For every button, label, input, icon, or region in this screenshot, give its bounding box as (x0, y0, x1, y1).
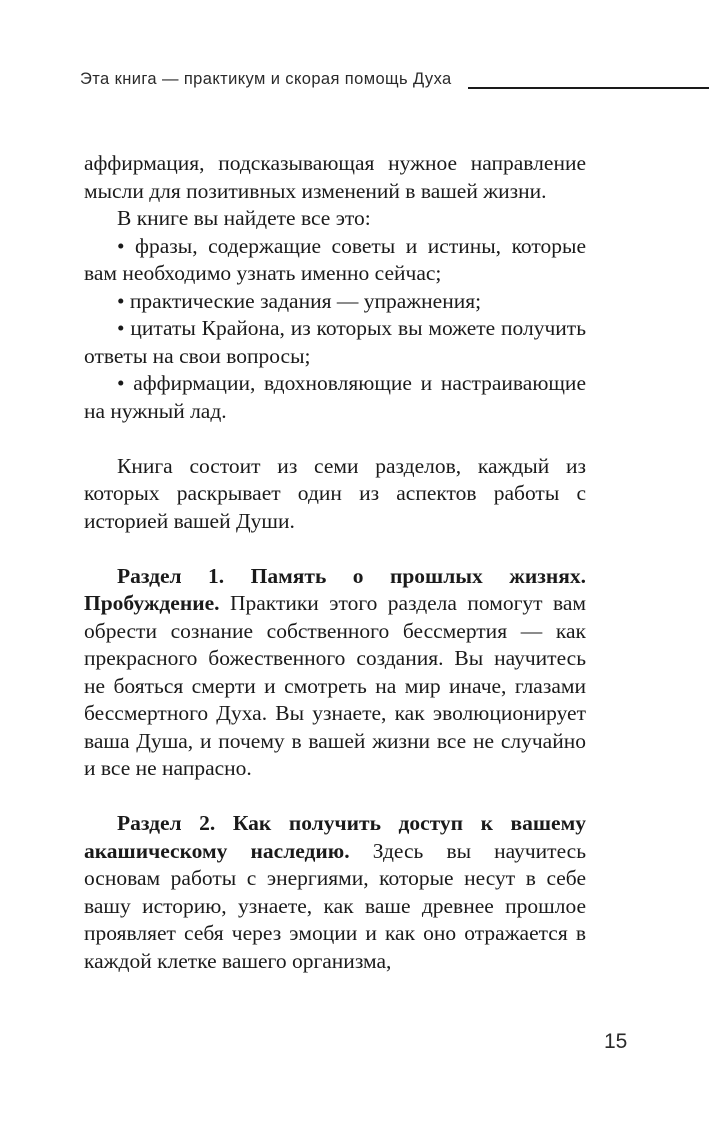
header-rule (468, 87, 709, 89)
running-head: Эта книга — практикум и скорая помощь Духа (80, 70, 452, 88)
bullet-item: • цитаты Крайона, из которых вы можете получить ответы на свои вопросы; (84, 316, 586, 368)
paragraph-find: В книге вы найдете все это: (117, 206, 371, 230)
paragraph-intro: аффирмация, подсказывающая нужное направление мысли для позитивных изменений в вашей жизни. (84, 151, 586, 203)
bullet-item: • аффирмации, вдохновляющие и настраивающие на нужный лад. (84, 371, 586, 423)
page-number: 15 (604, 1030, 628, 1053)
page-body (84, 150, 586, 975)
bullet-item: • практические задания — упражнения; (117, 288, 482, 313)
section-1-text: Практики этого раздела помогут вам обрести сознание собственного бессмертия — как прекрасного божественного создания. Вы научитесь не бояться смерти и смотреть на мир иначе, глазами бессмертного Духа. Вы узнаете, как эволюционирует ваша Душа, и почему в вашей жизни все не случайно и все не напрасно. (84, 591, 586, 780)
section-1-paragraph (84, 563, 586, 783)
section-2-text: Здесь вы научитесь основам работы с энергиями, которые несут в себе вашу историю, узнаете, как ваше древнее прошлое проявляет себя через эмоции и как оно отражается в каждой клетке вашего организма, (84, 838, 587, 973)
paragraph-structure: Книга состоит из семи разделов, каждый из которых раскрывает один из аспектов работы с историей вашей Души. (84, 453, 586, 533)
bullet-item: • фразы, содержащие советы и истины, которые вам необходимо узнать именно сейчас; (84, 233, 586, 285)
section-2-paragraph (84, 810, 586, 975)
section-2-heading: Раздел 2. Как получить доступ к вашему акашическому наследию. (84, 811, 586, 863)
section-1-heading: Раздел 1. Память о прошлых жизнях. Пробуждение. (84, 563, 586, 615)
